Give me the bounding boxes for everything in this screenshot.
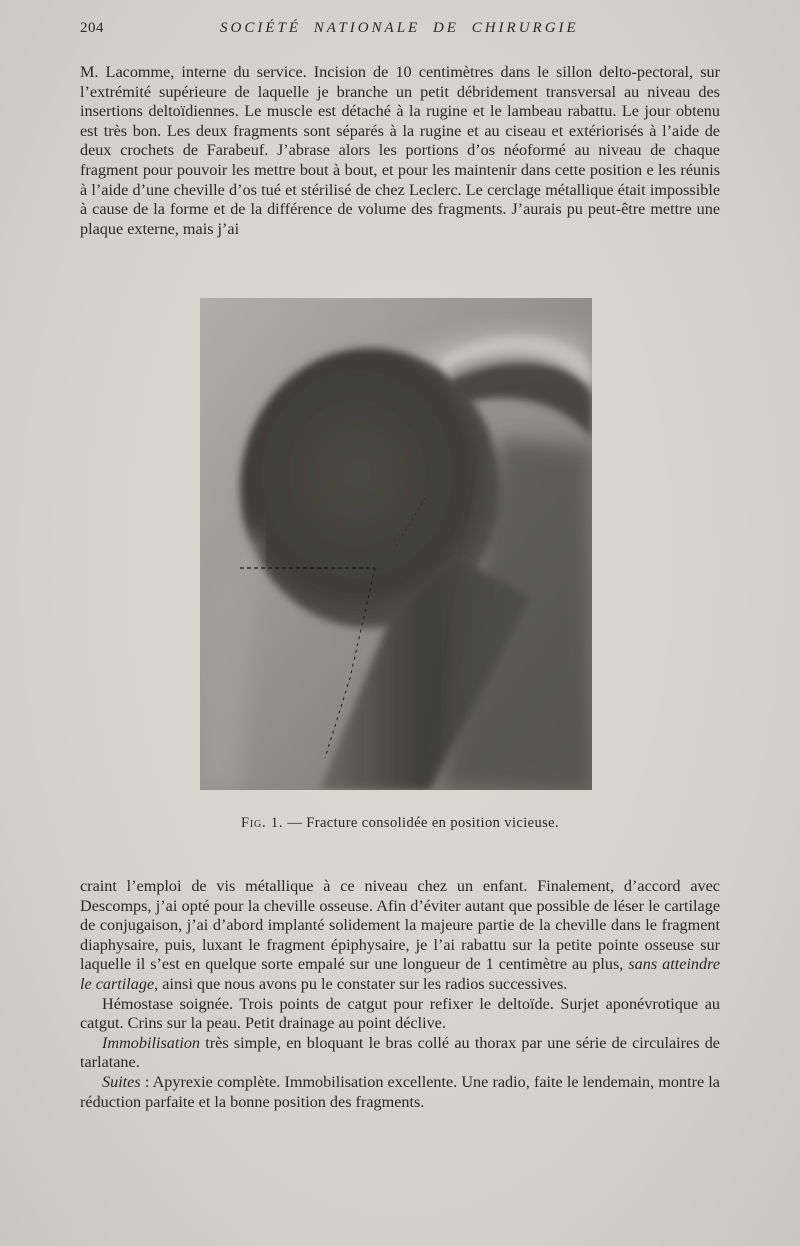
page-number: 204 — [80, 20, 104, 36]
paragraph-text: craint l’emploi de vis métallique à ce niveau chez un enfant. Finalement, d’accord avec Descomps, j’ai opté pour la cheville osseuse. Afin d’éviter autant que possible de léser le cartilage de conjugaison, j’ai d’abord implanté solidement la majeure partie de la cheville dans le fragment diaphysaire, puis, luxant le fragment épiphysaire, je l’ai rabattu sur la petite pointe osseuse sur laquelle il s’est en quelque sorte empalé sur une longueur de 1 centimètre au plus, — [80, 877, 720, 974]
paragraph — [80, 877, 720, 995]
running-title: SOCIÉTÉ NATIONALE DE CHIRURGIE — [220, 20, 579, 36]
italic-phrase: sans atteindre le cartilage — [80, 955, 721, 993]
paragraph-text: très simple, en bloquant le bras collé au thorax par une série de circulaires de tarlatane. — [80, 1033, 720, 1072]
xray-image — [200, 298, 592, 790]
paragraph-text: , ainsi que nous avons pu le constater sur les radios successives. — [154, 974, 568, 993]
paragraph: Hémostase soignée. Trois points de catgut pour refixer le deltoïde. Surjet aponévrotique au catgut. Crins sur la peau. Petit drainage au point déclive. — [80, 994, 720, 1033]
paragraph — [80, 1073, 720, 1112]
italic-heading: Immobilisation — [102, 1033, 201, 1052]
xray-figure — [200, 298, 592, 790]
caption-separator: — — [287, 815, 303, 831]
body-text-bottom — [80, 877, 720, 1112]
body-text-top — [80, 63, 720, 239]
italic-heading: Suites — [102, 1072, 141, 1091]
paragraph — [80, 1034, 720, 1073]
caption-text: Fracture consolidée en position vicieuse. — [306, 815, 560, 831]
figure-caption — [80, 815, 720, 832]
paragraph-text: : Apyrexie complète. Immobilisation excellente. Une radio, faite le lendemain, montre la réduction parfaite et la bonne position des fragments. — [80, 1072, 720, 1111]
page-header — [80, 20, 720, 42]
paragraph: M. Lacomme, interne du service. Incision de 10 centimètres dans le sillon delto-pectoral, sur l’extrémité supérieure de laquelle je branche un petit débridement transversal au niveau des insertions deltoïdiennes. Le muscle est détaché à la rugine et le lambeau rabattu. Le jour obtenu est très bon. Les deux fragments sont séparés à la rugine et au ciseau et extériorisés à l’aide de deux crochets de Farabeuf. J’abrase alors les portions d’os néoformé au niveau de chaque fragment pour pouvoir les mettre bout à bout, et pour les maintenir dans cette position e les réunis à l’aide d’une cheville d’os tué et stérilisé de chez Leclerc. Le cerclage métallique était impossible à cause de la forme et de la différence de volume des fragments. J’aurais pu peut-être mettre une plaque externe, mais j’ai — [80, 63, 720, 238]
figure-label: Fig. 1. — [240, 815, 284, 831]
